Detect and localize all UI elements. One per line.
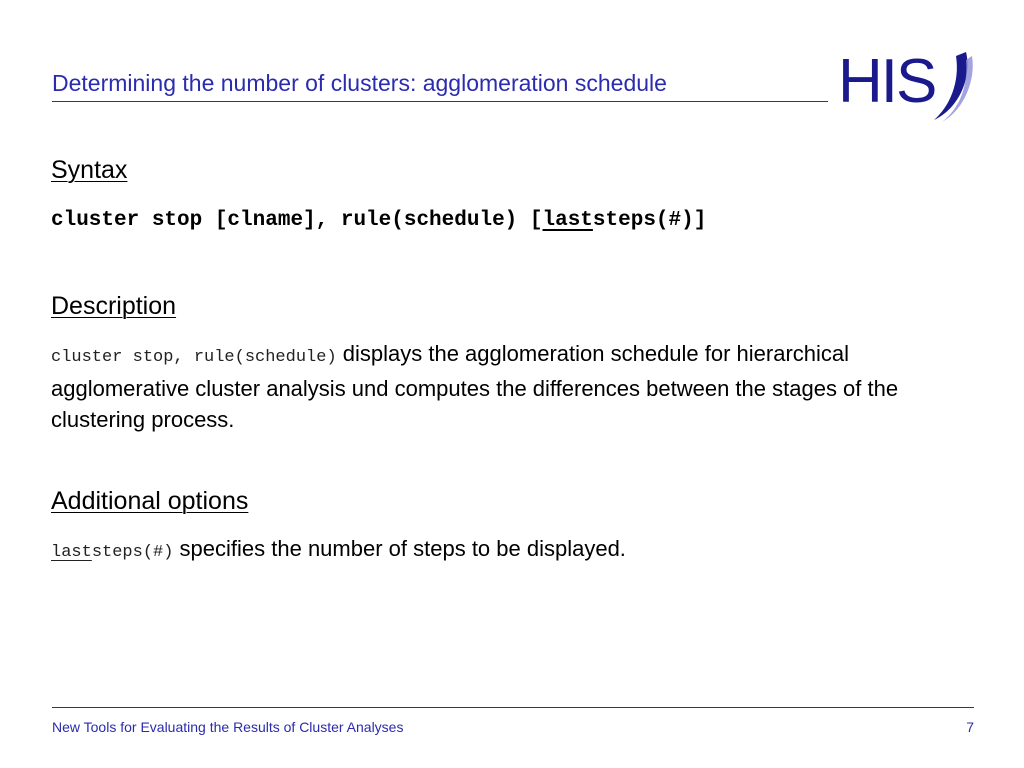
- option-text: specifies the number of steps to be displayed.: [173, 536, 626, 561]
- syntax-code-part2: steps(#)]: [592, 209, 707, 232]
- title-divider: [52, 101, 828, 102]
- additional-options-heading: Additional options: [51, 487, 249, 515]
- additional-options-paragraph: [51, 533, 931, 568]
- his-logo: [838, 46, 978, 124]
- logo-text: HIS: [838, 47, 936, 116]
- footer-divider: [52, 707, 974, 708]
- slide-title: Determining the number of clusters: agglomeration schedule: [52, 70, 667, 96]
- logo-swoosh-icon: [838, 46, 978, 124]
- syntax-code: [51, 209, 706, 232]
- option-code: [51, 543, 173, 562]
- description-code: cluster stop, rule(schedule): [51, 348, 337, 367]
- syntax-code-underlined: last: [542, 209, 593, 232]
- page-number: 7: [966, 719, 974, 735]
- option-code-rest: steps(#): [91, 543, 174, 562]
- option-code-underlined: last: [51, 543, 92, 562]
- description-heading: Description: [51, 292, 177, 320]
- footer-title: New Tools for Evaluating the Results of Cluster Analyses: [52, 719, 404, 735]
- syntax-code-part1: cluster stop [clname], rule(schedule) [: [51, 209, 543, 232]
- syntax-heading: Syntax: [51, 156, 128, 184]
- description-text: displays the agglomeration schedule for hierarchical agglomerative cluster analysis und computes the differences between the stages of the clustering process.: [51, 341, 899, 432]
- description-paragraph: [51, 338, 931, 435]
